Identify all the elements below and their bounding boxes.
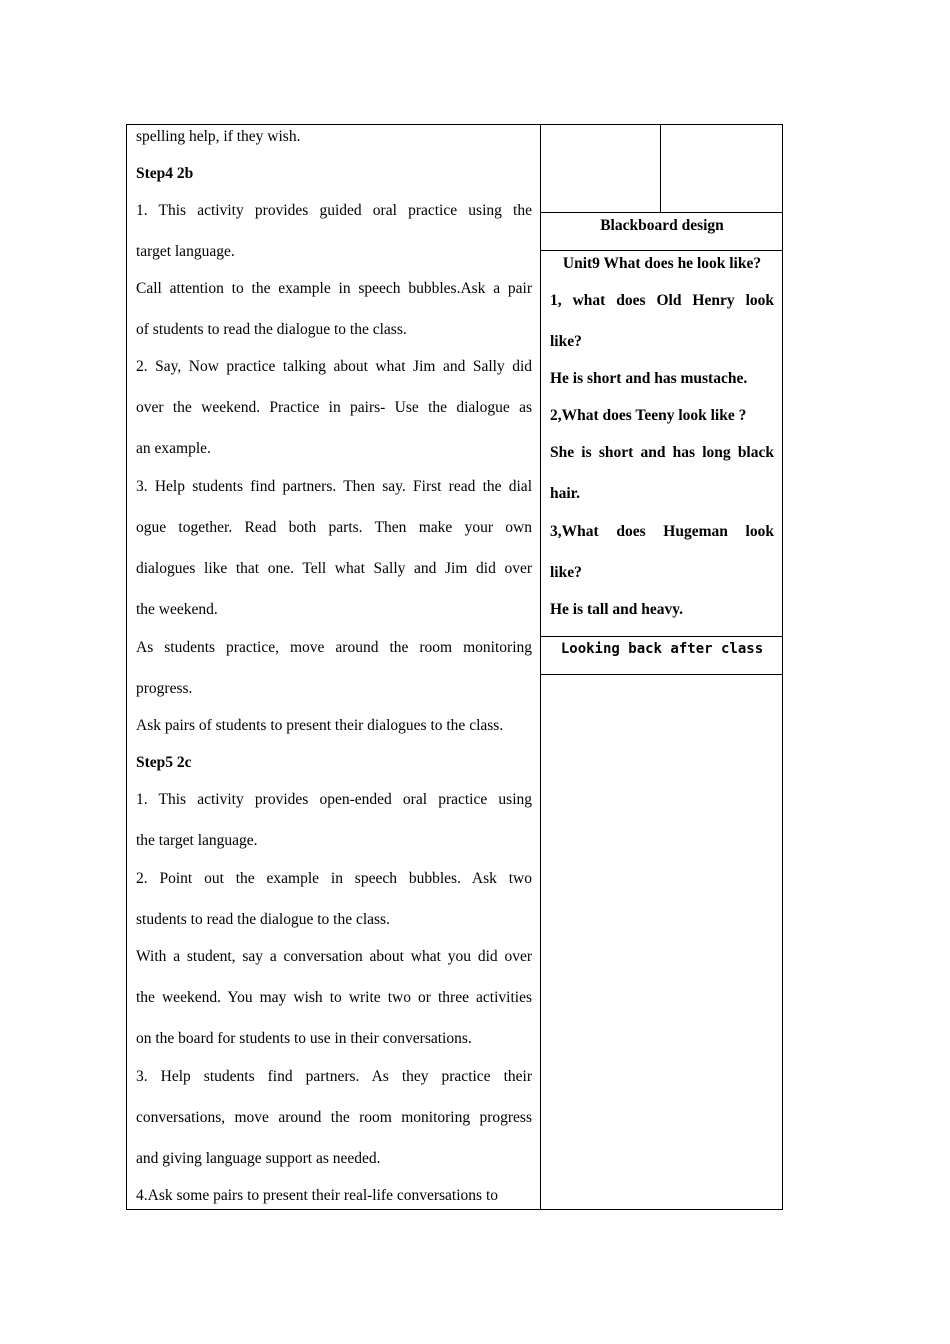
text-line: 1. This activity provides guided oral practice using the [136,202,532,219]
blackboard-column [541,125,782,1209]
text-line: over the weekend. Practice in pairs- Use the dialogue as [136,399,532,416]
blackboard-line: He is short and has mustache. [550,370,748,387]
text-line: 2. Say, Now practice talking about what Jim and Sally did [136,358,532,375]
text-line: students to read the dialogue to the class. [136,911,390,928]
blackboard-line: like? [550,333,582,350]
row-divider [541,212,782,213]
blackboard-line: 3,What does Hugeman look [550,523,774,540]
blackboard-line: He is tall and heavy. [550,601,684,618]
step-heading: Step4 2b [136,165,194,182]
text-line: conversations, move around the room monitoring progress [136,1109,532,1126]
text-line: on the board for students to use in their conversations. [136,1030,472,1047]
text-line: spelling help, if they wish. [136,128,301,145]
blackboard-line: like? [550,564,582,581]
blackboard-line: hair. [550,485,581,502]
text-line: Call attention to the example in speech bubbles.Ask a pair [136,280,532,297]
text-line: an example. [136,440,211,457]
row-divider [541,250,782,251]
cell-divider [660,125,661,212]
text-line: and giving language support as needed. [136,1150,381,1167]
text-line: 1. This activity provides open-ended oral practice using [136,791,532,808]
blackboard-line: She is short and has long black [550,444,774,461]
text-line: progress. [136,680,193,697]
text-line: target language. [136,243,235,260]
text-line: the target language. [136,832,258,849]
row-divider [541,674,782,675]
text-line: the weekend. [136,601,218,618]
lesson-plan-table [126,124,783,1210]
text-line: With a student, say a conversation about what you did over [136,948,532,965]
blackboard-line: 2,What does Teeny look like ? [550,407,747,424]
text-line: of students to read the dialogue to the class. [136,321,407,338]
text-line: As students practice, move around the room monitoring [136,639,532,656]
unit-title: Unit9 What does he look like? [562,255,762,272]
looking-back-heading: Looking back after class [560,641,764,657]
text-line: 2. Point out the example in speech bubbles. Ask two [136,870,532,887]
text-line: dialogues like that one. Tell what Sally and Jim did over [136,560,532,577]
text-line: 3. Help students find partners. Then say. First read the dial [136,478,532,495]
teaching-steps-column [127,125,541,1209]
text-line: Ask pairs of students to present their dialogues to the class. [136,717,504,734]
blackboard-line: 1, what does Old Henry look [550,292,774,309]
blackboard-design-heading: Blackboard design [600,217,724,234]
row-divider [541,636,782,637]
text-line: the weekend. You may wish to write two or three activities [136,989,532,1006]
text-line: 3. Help students find partners. As they practice their [136,1068,532,1085]
step-heading: Step5 2c [136,754,192,771]
text-line: ogue together. Read both parts. Then make your own [136,519,532,536]
text-line: 4.Ask some pairs to present their real-life conversations to [136,1187,498,1204]
